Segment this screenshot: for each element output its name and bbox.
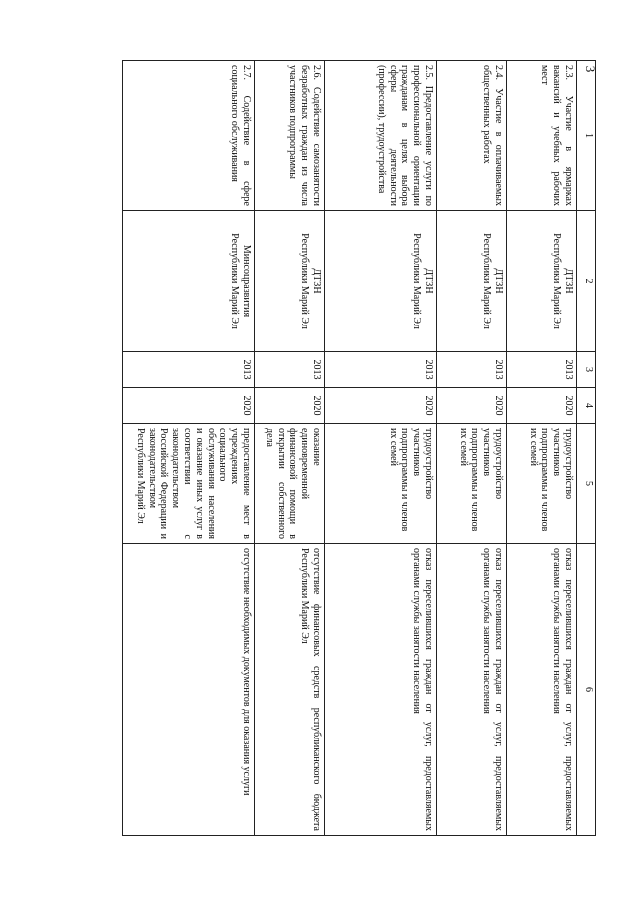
end-year-cell: 2020 bbox=[325, 388, 437, 424]
column-header-4: 4 bbox=[577, 388, 596, 424]
table-row bbox=[437, 61, 507, 836]
end-year-cell: 2020 bbox=[123, 388, 255, 424]
table-row bbox=[255, 61, 325, 836]
risk-cell: отсутствие финансовых средств республиканского бюджета Республики Марий Эл bbox=[255, 544, 325, 836]
result-cell: оказание единовременной финансовой помощи в открытии собственного дела bbox=[255, 424, 325, 544]
column-header-2: 2 bbox=[577, 211, 596, 352]
result-cell: трудоустройство участников подпрограммы и членов их семей bbox=[325, 424, 437, 544]
start-year-cell: 2013 bbox=[325, 352, 437, 388]
risk-cell: отсутствие необходимых документов для оказания услуги bbox=[123, 544, 255, 836]
rotated-table-sheet bbox=[122, 60, 596, 835]
executor-cell: ДТЗН Республики Марий Эл bbox=[325, 211, 437, 352]
column-header-6: 6 bbox=[577, 544, 596, 836]
executor-cell: ДТЗН Республики Марий Эл bbox=[437, 211, 507, 352]
result-cell: предоставление мест в учреждениях социального обслуживания населения и оказание иных услуг в соответствии с законодательством Российской Федерации и законодательством Республики Марий Эл bbox=[123, 424, 255, 544]
risk-cell: отказ переселившихся граждан от услуг, предоставляемых органами службы занятости населения bbox=[437, 544, 507, 836]
column-header-1: 1 bbox=[577, 61, 596, 211]
executor-cell: Минсоцразвития Республики Марий Эл bbox=[123, 211, 255, 352]
start-year-cell: 2013 bbox=[123, 352, 255, 388]
end-year-cell: 2020 bbox=[255, 388, 325, 424]
end-year-cell: 2020 bbox=[437, 388, 507, 424]
table-row bbox=[507, 61, 577, 836]
column-header-5: 5 bbox=[577, 424, 596, 544]
activity-cell: 2.7. Содействие в сфере социального обслуживания bbox=[123, 61, 255, 211]
start-year-cell: 2013 bbox=[255, 352, 325, 388]
measures-table bbox=[122, 60, 596, 836]
table-row bbox=[325, 61, 437, 836]
table-row bbox=[123, 61, 255, 836]
activity-cell: 2.6. Содействие самозанятости безработных граждан из числа участников подпрограммы bbox=[255, 61, 325, 211]
header-row bbox=[577, 61, 596, 836]
start-year-cell: 2013 bbox=[437, 352, 507, 388]
page-number: 3 bbox=[583, 65, 598, 73]
start-year-cell: 2013 bbox=[507, 352, 577, 388]
activity-cell: 2.5. Предоставление услуги по профессиональной ориентации гражданам в целях выбора сферы деятельности (профессии), трудоустройства bbox=[325, 61, 437, 211]
column-header-3: 3 bbox=[577, 352, 596, 388]
risk-cell: отказ переселившихся граждан от услуг, предоставляемых органами службы занятости населения bbox=[325, 544, 437, 836]
executor-cell: ДТЗН Республики Марий Эл bbox=[507, 211, 577, 352]
activity-cell: 2.4. Участие в оплачиваемых общественных работах bbox=[437, 61, 507, 211]
end-year-cell: 2020 bbox=[507, 388, 577, 424]
result-cell: трудоустройство участников подпрограммы и членов их семей bbox=[437, 424, 507, 544]
activity-cell: 2.3. Участие в ярмарках вакансий и учебных рабочих мест bbox=[507, 61, 577, 211]
result-cell: трудоустройство участников подпрограммы и членов их семей bbox=[507, 424, 577, 544]
executor-cell: ДТЗН Республики Марий Эл bbox=[255, 211, 325, 352]
risk-cell: отказ переселившихся граждан от услуг, предоставляемых органами службы занятости населения bbox=[507, 544, 577, 836]
